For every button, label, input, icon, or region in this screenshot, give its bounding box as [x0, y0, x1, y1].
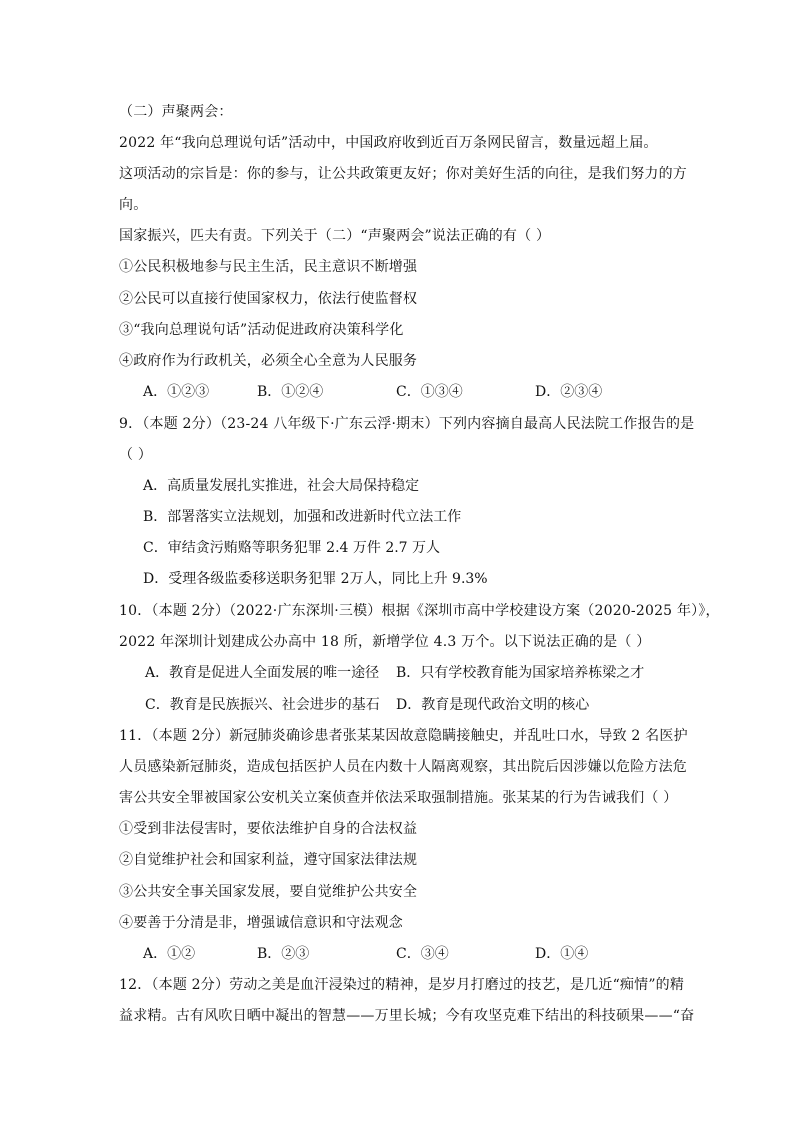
q11-option-d[interactable]: D．①④ [535, 946, 589, 962]
q11-statement: ③公共安全事关国家发展，要自觉维护公共安全 [119, 884, 418, 900]
question-12-stem: 益求精。古有风吹日晒中凝出的智慧——万里长城；今有攻坚克难下结出的科技硕果——“奋 [119, 1008, 695, 1024]
question-8-stem: 国家振兴，匹夫有责。下列关于（二）“声聚两会”说法正确的有（ ） [119, 228, 551, 244]
q11-option-c[interactable]: C．③④ [396, 946, 449, 962]
q11-option-b[interactable]: B．②③ [257, 946, 310, 962]
question-11-stem: 人员感染新冠肺炎，造成包括医护人员在内数十人隔离观察，其出院后因涉嫌以危险方法危 [119, 759, 687, 775]
q8-option-a[interactable]: A．①②③ [143, 384, 210, 400]
question-10-stem: 2022 年深圳计划建成公办高中 18 所，新增学位 4.3 万个。以下说法正确的是（ ） [119, 634, 651, 650]
q8-option-b[interactable]: B．①②④ [257, 384, 324, 400]
q9-option-b[interactable]: B．部署落实立法规划，加强和改进新时代立法工作 [143, 509, 462, 525]
q11-statement: ②自觉维护社会和国家利益，遵守国家法律法规 [119, 852, 418, 868]
q10-option-c[interactable]: C．教育是民族振兴、社会进步的基石 [145, 697, 380, 713]
q9-option-d[interactable]: D．受理各级监委移送职务犯罪 2万人，同比上升 9.3% [143, 571, 488, 587]
q9-option-c[interactable]: C．审结贪污贿赂等职务犯罪 2.4 万件 2.7 万人 [143, 540, 441, 556]
question-9-stem: （ ） [119, 447, 153, 463]
intro-line: 2022 年“我向总理说句话”活动中，中国政府收到近百万条网民留言，数量远超上届。 [119, 135, 658, 151]
q10-option-b[interactable]: B．只有学校教育能为国家培养栋梁之才 [396, 665, 645, 681]
q8-statement: ④政府作为行政机关，必须全心全意为人民服务 [119, 353, 418, 369]
question-10-stem: 10．（本题 2分）（2022·广东深圳·三模）根据《深圳市高中学校建设方案（2020-2025 年）》， [119, 603, 720, 619]
q8-statement: ③“我向总理说句话”活动促进政府决策科学化 [119, 322, 404, 338]
question-11-stem: 害公共安全罪被国家公安机关立案侦查并依法采取强制措施。张某某的行为告诫我们（ ） [119, 790, 678, 806]
intro-line: 向。 [119, 197, 148, 213]
q11-option-a[interactable]: A．①② [143, 946, 196, 962]
q10-option-a[interactable]: A．教育是促进人全面发展的唯一途径 [145, 665, 380, 681]
q8-option-d[interactable]: D．②③④ [535, 384, 603, 400]
q8-option-c[interactable]: C．①③④ [396, 384, 463, 400]
q8-statement: ①公民积极地参与民主生活，民主意识不断增强 [119, 259, 418, 275]
q11-statement: ①受到非法侵害时，要依法维护自身的合法权益 [119, 821, 418, 837]
q11-statement: ④要善于分清是非，增强诚信意识和守法观念 [119, 915, 403, 931]
q8-statement: ②公民可以直接行使国家权力，依法行使监督权 [119, 291, 418, 307]
question-11-stem: 11．（本题 2分）新冠肺炎确诊患者张某某因故意隐瞒接触史，并乱吐口水，导致 2 名医护 [119, 728, 688, 744]
intro-line: 这项活动的宗旨是：你的参与，让公共政策更友好；你对美好生活的向往，是我们努力的方 [119, 166, 687, 182]
q10-option-d[interactable]: D．教育是现代政治文明的核心 [396, 697, 590, 713]
q9-option-a[interactable]: A．高质量发展扎实推进，社会大局保持稳定 [143, 478, 420, 494]
question-12-stem: 12．（本题 2分）劳动之美是血汗浸染过的精神，是岁月打磨过的技艺，是几近“痴情”的精 [119, 977, 685, 993]
question-9-stem: 9．（本题 2分）（23-24 八年级下·广东云浮·期末）下列内容摘自最高人民法院工作报告的是 [119, 416, 695, 432]
section-heading: （二）声聚两会： [119, 104, 233, 120]
